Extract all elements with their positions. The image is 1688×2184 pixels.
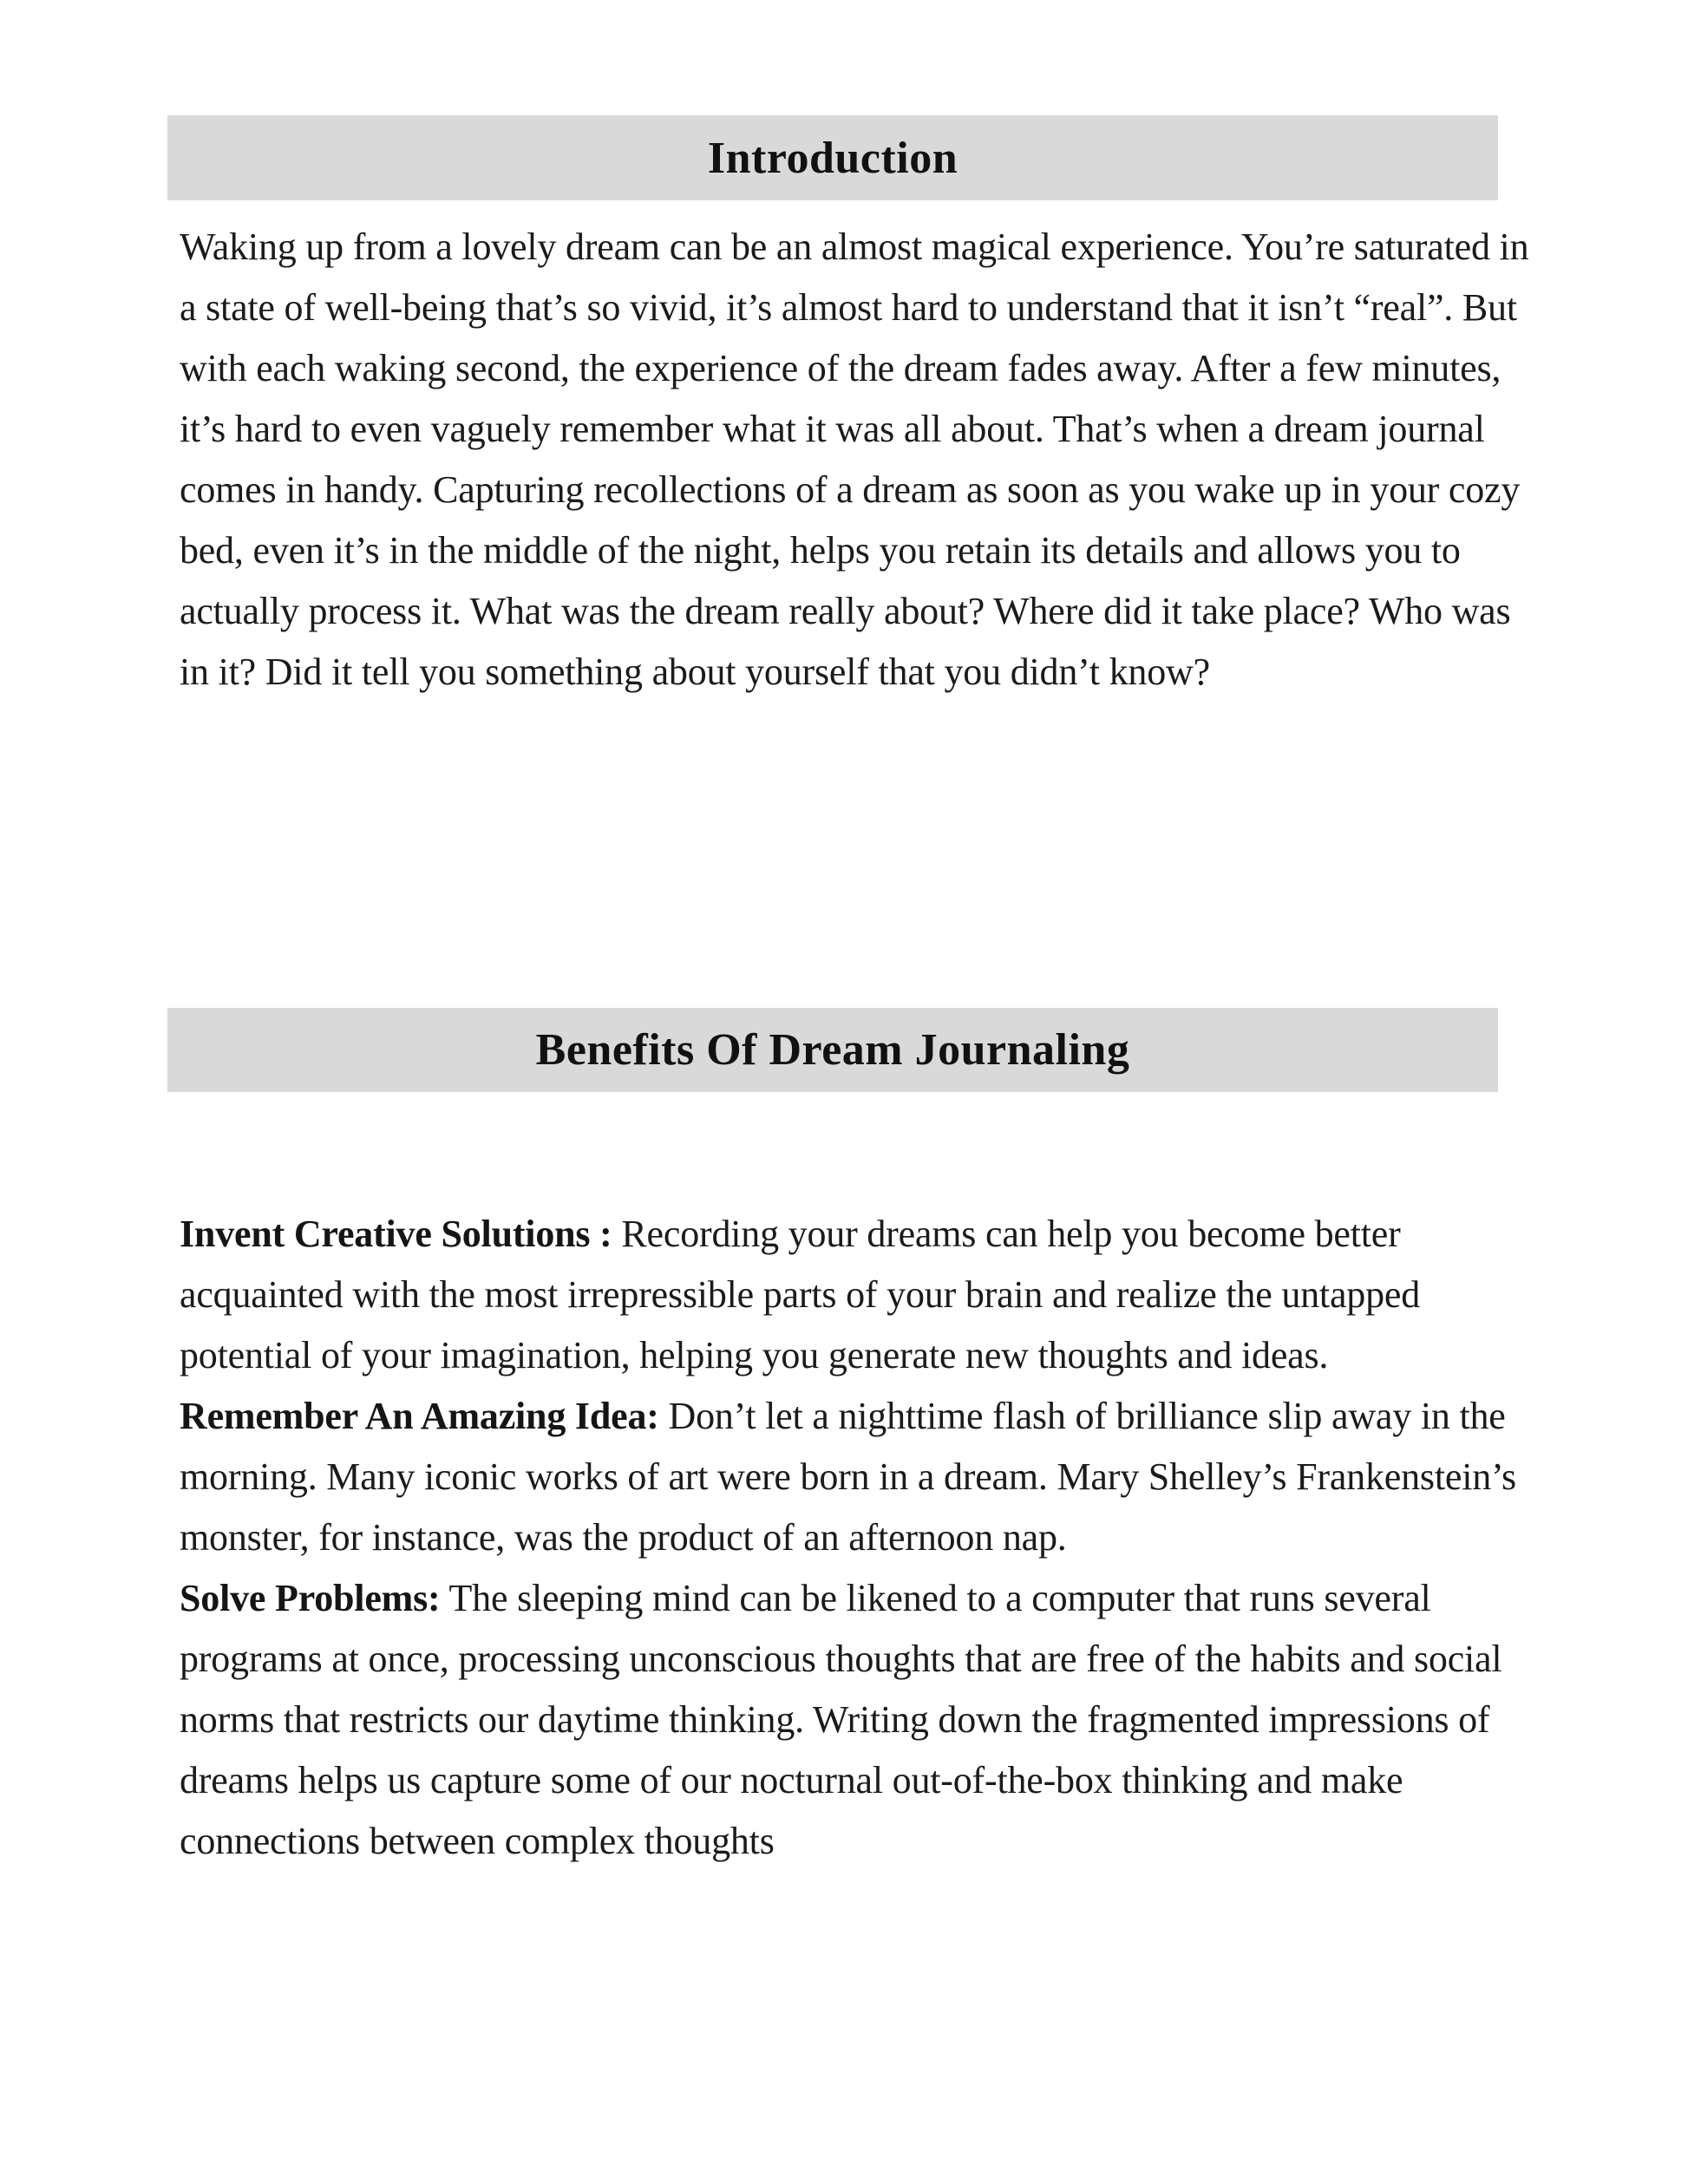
benefit-lead-solve-problems: Solve Problems: (180, 1577, 441, 1619)
benefit-paragraph-remember-an-amazing-idea (180, 1386, 1531, 1568)
benefits-title: Benefits Of Dream Journaling (535, 1025, 1130, 1075)
benefit-lead-invent-creative-solutions: Invent Creative Solutions : (180, 1213, 612, 1255)
benefit-lead-remember-an-amazing-idea: Remember An Amazing Idea: (180, 1395, 659, 1437)
benefit-paragraph-solve-problems (180, 1568, 1531, 1872)
introduction-paragraph-block (180, 217, 1531, 703)
introduction-heading-bar (167, 115, 1498, 200)
benefits-heading-bar (167, 1008, 1498, 1092)
benefit-paragraph-invent-creative-solutions (180, 1204, 1531, 1386)
benefit-text-remember-an-amazing-idea: Don’t let a nighttime flash of brilliance slip away in the morning. Many iconic works of art were born in a dream. Mary Shelley’s Frankenstein’s monster, for instance, was the product of an afternoon nap. (180, 1395, 1516, 1559)
benefits-paragraph-block (180, 1204, 1531, 1872)
benefit-text-invent-creative-solutions: Recording your dreams can help you become better acquainted with the most irrepressible parts of your brain and realize the untapped potential of your imagination, helping you generate new thoughts and ideas. (180, 1213, 1421, 1376)
benefit-text-solve-problems: The sleeping mind can be likened to a computer that runs several programs at once, processing unconscious thoughts that are free of the habits and social norms that restricts our daytime thinking. Writing down the fragmented impressions of dreams helps us capture some of our nocturnal out-of-the-box thinking and make connections between complex thoughts (180, 1577, 1502, 1862)
introduction-title: Introduction (707, 133, 958, 183)
introduction-paragraph: Waking up from a lovely dream can be an almost magical experience. You’re saturated in a state of well-being that’s so vivid, it’s almost hard to understand that it isn’t “real”. But with each waking second, the experience of the dream fades away. After a few minutes, it’s hard to even vaguely remember what it was all about. That’s when a dream journal comes in handy. Capturing recollections of a dream as soon as you wake up in your cozy bed, even it’s in the middle of the night, helps you retain its details and allows you to actually process it. What was the dream really about? Where did it take place? Who was in it? Did it tell you something about yourself that you didn’t know? (180, 226, 1529, 693)
